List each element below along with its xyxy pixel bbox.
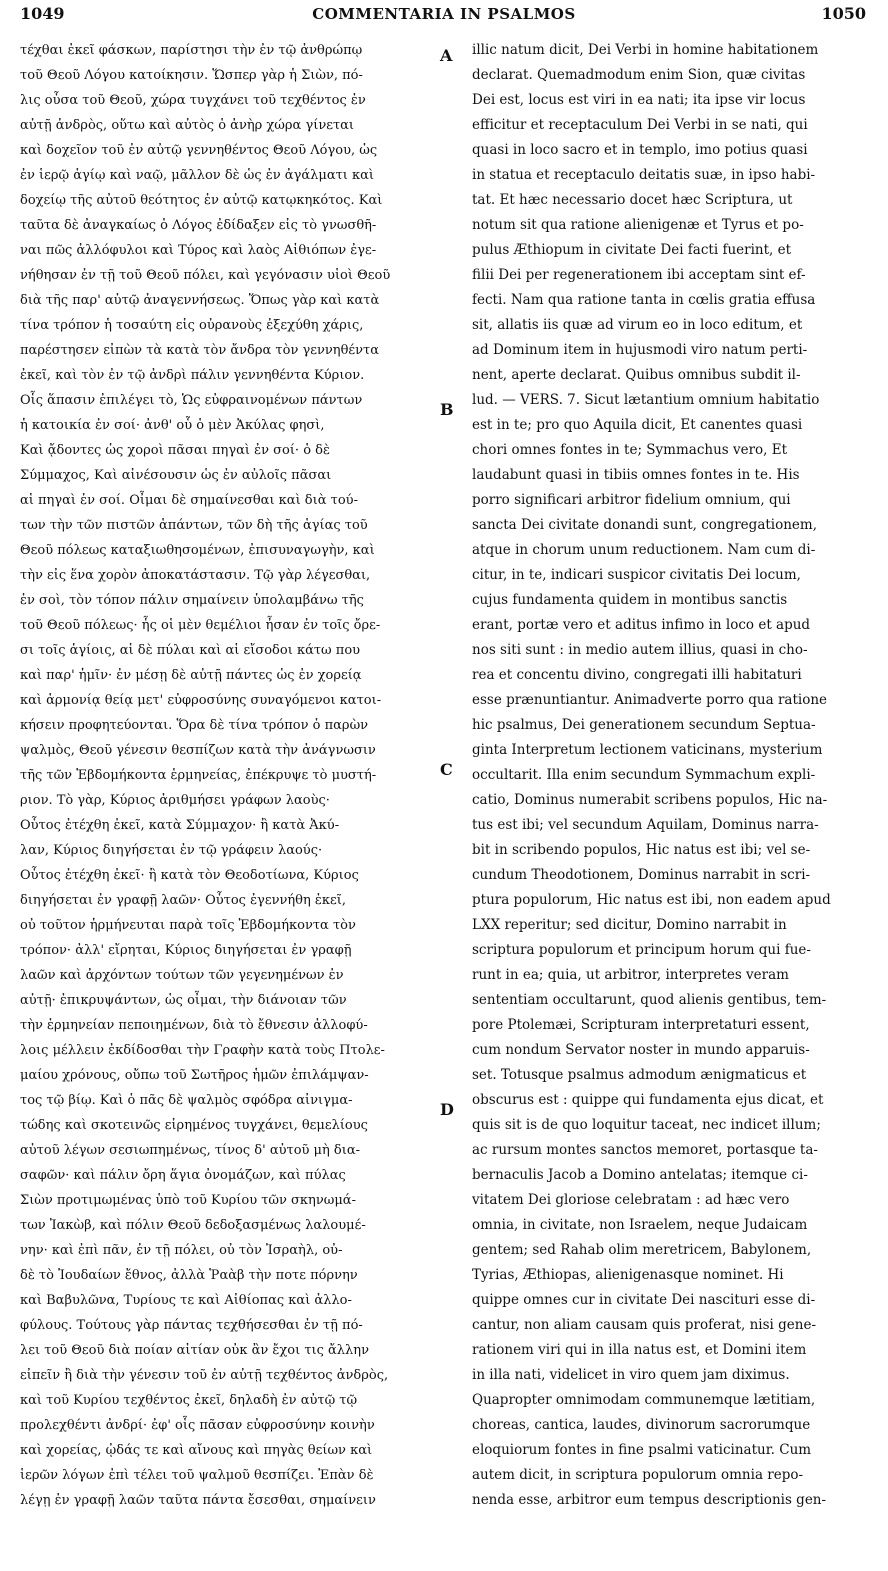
- latin-text-line: Dei est, locus est viri in ea nati; ita ipse vir locus: [472, 92, 806, 108]
- section-marker-d: D: [440, 1100, 454, 1119]
- latin-text-line: cundum Theodotionem, Dominus narrabit in scri-: [472, 867, 811, 883]
- latin-text-line: runt in ea; quia, ut arbitror, interpretes veram: [472, 967, 789, 983]
- latin-text-line: lud. — VERS. 7. Sicut lætantium omnium habitatio: [472, 392, 820, 408]
- greek-text-line: ψαλμὸς, Θεοῦ γένεσιν θεσπίζων κατὰ τὴν ἀνάγνωσιν: [20, 743, 376, 758]
- greek-text-line: Οὗτος ἐτέχθη ἐκεῖ, κατὰ Σύμμαχον· ἢ κατὰ Ἀκύ-: [20, 818, 340, 833]
- greek-text-line: διηγήσεται ἐν γραφῇ λαῶν· Οὗτος ἐγεννήθη ἐκεῖ,: [20, 893, 346, 908]
- greek-text-line: κήσειν προφητεύονται. Ὅρα δὲ τίνα τρόπον ὁ παρὼν: [20, 718, 369, 733]
- greek-text-line: αἱ πηγαὶ ἐν σοί. Οἶμαι δὲ σημαίνεσθαι καὶ διὰ τού-: [20, 493, 358, 508]
- latin-text-line: sit, allatis iis quæ ad virum eo in loco editum, et: [472, 317, 803, 333]
- latin-text-line: esse prænuntiantur. Animadverte porro qua ratione: [472, 692, 828, 708]
- left-page-number: 1049: [20, 4, 65, 23]
- greek-text-line: τῆς τῶν Ἑβδομήκοντα ἑρμηνείας, ἐπέκρυψε τὸ μυστή-: [20, 768, 377, 783]
- greek-text-line: λέγῃ ἐν γραφῇ λαῶν ταῦτα πάντα ἔσεσθαι, σημαίνειν: [20, 1493, 376, 1508]
- greek-text-line: καὶ παρ' ἡμῖν· ἐν μέσῃ δὲ αὐτῇ πάντες ὡς ἐν χορείᾳ: [20, 668, 362, 683]
- latin-text-line: cantur, non aliam causam quis proferat, nisi gene-: [472, 1317, 816, 1333]
- latin-text-line: rea et concentu divino, congregati illi habitaturi: [472, 667, 802, 683]
- latin-text-line: set. Totusque psalmus admodum ænigmaticus et: [472, 1067, 807, 1083]
- right-page-number: 1050: [821, 4, 866, 23]
- latin-text-line: ptura populorum, Hic natus est ibi, non eadem apud: [472, 892, 831, 908]
- latin-text-line: declarat. Quemadmodum enim Sion, quæ civitas: [472, 67, 806, 83]
- latin-text-line: bernaculis Jacob a Domino antelatas; itemque ci-: [472, 1167, 808, 1183]
- greek-text-line: δοχείῳ τῆς αὐτοῦ θεότητος ἐν αὐτῷ κατῳκηκότος. Καὶ: [20, 193, 383, 208]
- greek-text-line: ναι πῶς ἀλλόφυλοι καὶ Τύρος καὶ λαὸς Αἰθιόπων ἐγε-: [20, 243, 377, 258]
- latin-text-line: notum sit qua ratione alienigenæ et Tyrus et po-: [472, 217, 804, 233]
- latin-text-line: rationem viri qui in illa natus est, et Domini item: [472, 1342, 807, 1358]
- greek-text-line: οὐ τοῦτον ἡρμήνευται παρὰ τοῖς Ἑβδομήκοντα τὸν: [20, 918, 356, 933]
- latin-text-line: sancta Dei civitate donandi sunt, congregationem,: [472, 517, 818, 533]
- greek-text-line: καὶ χορείας, ᾠδάς τε καὶ αἴνους καὶ πηγὰς θείων καὶ: [20, 1443, 373, 1458]
- latin-text-line: autem dicit, in scriptura populorum omnia repo-: [472, 1467, 804, 1483]
- section-marker-b: B: [440, 400, 454, 419]
- running-title: COMMENTARIA IN PSALMOS: [312, 5, 576, 23]
- latin-text-line: cum nondum Servator noster in mundo apparuis-: [472, 1042, 810, 1058]
- latin-text-line: ac rursum montes sanctos memoret, portasque ta-: [472, 1142, 818, 1158]
- greek-text-line: τὴν εἰς ἕνα χορὸν ἀποκατάστασιν. Τῷ γὰρ λέγεσθαι,: [20, 568, 371, 583]
- latin-text-line: omnia, in civitate, non Israelem, neque Judaicam: [472, 1217, 808, 1233]
- latin-text-line: obscurus est : quippe qui fundamenta ejus dicat, et: [472, 1092, 824, 1108]
- latin-text-line: nent, aperte declarat. Quibus omnibus subdit il-: [472, 367, 801, 383]
- greek-text-line: τοῦ Θεοῦ Λόγου κατοίκησιν. Ὥσπερ γὰρ ἡ Σιὼν, πό-: [20, 68, 363, 83]
- latin-text-line: porro significari arbitror fidelium omnium, qui: [472, 492, 791, 508]
- latin-text-line: Tyrias, Æthiopas, alienigenasque nominet. Hi: [472, 1267, 784, 1283]
- greek-text-line: Σιὼν προτιμωμένας ὑπὸ τοῦ Κυρίου τῶν σκηνωμά-: [20, 1193, 356, 1208]
- greek-text-line: διὰ τῆς παρ' αὐτῷ ἀναγεννήσεως. Ὅπως γὰρ καὶ κατὰ: [20, 293, 380, 308]
- latin-text-line: efficitur et receptaculum Dei Verbi in se nati, qui: [472, 117, 808, 133]
- greek-text-line: Οἷς ἅπασιν ἐπιλέγει τὸ, Ὡς εὐφραινομένων πάντων: [20, 393, 363, 408]
- latin-text-line: fecti. Nam qua ratione tanta in cœlis gratia effusa: [472, 292, 816, 308]
- greek-text-line: ἐκεῖ, καὶ τὸν ἐν τῷ ἀνδρὶ πάλιν γεννηθέντα Κύριον.: [20, 368, 365, 383]
- greek-text-line: νήθησαν ἐν τῇ τοῦ Θεοῦ πόλει, καὶ γεγόνασιν υἱοὶ Θεοῦ: [20, 268, 391, 283]
- latin-text-line: quasi in loco sacro et in templo, imo potius quasi: [472, 142, 808, 158]
- greek-text-line: λοις μέλλειν ἐκδίδοσθαι τὴν Γραφὴν κατὰ τοὺς Πτολε-: [20, 1043, 385, 1058]
- greek-text-line: δὲ τὸ Ἰουδαίων ἔθνος, ἀλλὰ Ῥαὰβ τὴν ποτε πόρνην: [20, 1268, 358, 1283]
- greek-text-line: παρέστησεν εἰπὼν τὰ κατὰ τὸν ἄνδρα τὸν γεννηθέντα: [20, 343, 380, 358]
- greek-text-line: σαφῶν· καὶ πάλιν ὄρη ἅγια ὀνομάζων, καὶ πύλας: [20, 1168, 346, 1183]
- latin-text-line: pore Ptolemæi, Scripturam interpretaturi essent,: [472, 1017, 810, 1033]
- greek-text-line: τέχθαι ἐκεῖ φάσκων, παρίστησι τὴν ἐν τῷ ἀνθρώπῳ: [20, 43, 363, 58]
- latin-text-line: Quapropter omnimodam communemque lætitiam,: [472, 1392, 816, 1408]
- latin-text-line: quis sit is de quo loquitur taceat, nec indicet illum;: [472, 1117, 821, 1133]
- greek-text-line: μαίου χρόνους, οὔπω τοῦ Σωτῆρος ἡμῶν ἐπιλάμψαν-: [20, 1068, 369, 1083]
- latin-text-line: sententiam occultarunt, quod alienis gentibus, tem-: [472, 992, 827, 1008]
- latin-text-line: ginta Interpretum lectionem vaticinans, mysterium: [472, 742, 823, 758]
- latin-text-line: occultarit. Illa enim secundum Symmachum expli-: [472, 767, 816, 783]
- latin-text-line: ad Dominum item in hujusmodi viro natum perti-: [472, 342, 808, 358]
- latin-text-line: est in te; pro quo Aquila dicit, Et canentes quasi: [472, 417, 803, 433]
- latin-text-line: scriptura populorum et principum horum qui fue-: [472, 942, 811, 958]
- greek-text-line: Θεοῦ πόλεως καταξιωθησομένων, ἐπισυναγωγὴν, καὶ: [20, 543, 375, 558]
- greek-text-line: ἡ κατοικία ἐν σοί· ἀνθ' οὗ ὁ μὲν Ἀκύλας φησὶ,: [20, 418, 325, 433]
- greek-text-line: ταῦτα δὲ ἀναγκαίως ὁ Λόγος ἐδίδαξεν εἰς τὸ γνωσθῆ-: [20, 218, 377, 233]
- greek-text-line: τὴν ἑρμηνείαν πεποιημένων, διὰ τὸ ἔθνεσιν ἀλλοφύ-: [20, 1018, 368, 1033]
- latin-text-line: citur, in te, indicari suspicor civitatis Dei locum,: [472, 567, 801, 583]
- greek-text-line: Οὗτος ἐτέχθη ἐκεῖ· ἢ κατὰ τὸν Θεοδοτίωνα, Κύριος: [20, 868, 359, 883]
- latin-text-line: pulus Æthiopum in civitate Dei facti fuerint, et: [472, 242, 792, 258]
- greek-text-line: ἐν σοὶ, τὸν τόπον πάλιν σημαίνειν ὑπολαμβάνω τῆς: [20, 593, 364, 608]
- latin-text-line: laudabunt quasi in tibiis omnes fontes in te. His: [472, 467, 800, 483]
- greek-text-line: ριον. Τὸ γὰρ, Κύριος ἀριθμήσει γράφων λαοὺς·: [20, 793, 330, 808]
- section-marker-a: A: [440, 46, 453, 65]
- greek-text-line: των τὴν τῶν πιστῶν ἁπάντων, τῶν δὴ τῆς ἁγίας τοῦ: [20, 518, 368, 533]
- latin-text-line: atque in chorum unum reductionem. Nam cum di-: [472, 542, 816, 558]
- latin-text-line: cujus fundamenta quidem in montibus sanctis: [472, 592, 788, 608]
- latin-text-line: gentem; sed Rahab olim meretricem, Babylonem,: [472, 1242, 812, 1258]
- latin-text-line: vitatem Dei gloriose celebratam : ad hæc vero: [472, 1192, 790, 1208]
- latin-text-line: nenda esse, arbitror eum tempus descriptionis gen-: [472, 1492, 827, 1508]
- greek-text-line: τίνα τρόπον ἡ τοσαύτη εἰς οὐρανοὺς ἐξεχύθη χάρις,: [20, 318, 364, 333]
- greek-text-line: καὶ Βαβυλῶνα, Τυρίους τε καὶ Αἰθίοπας καὶ ἀλλο-: [20, 1293, 352, 1308]
- greek-text-line: αὐτοῦ λέγων σεσιωπημένως, τίνος δ' αὐτοῦ μὴ δια-: [20, 1143, 361, 1158]
- latin-text-line: illic natum dicit, Dei Verbi in homine habitationem: [472, 42, 819, 58]
- latin-text-line: tus est ibi; vel secundum Aquilam, Dominus narra-: [472, 817, 819, 833]
- greek-text-line: αὐτῇ ἀνδρὸς, οὕτω καὶ αὐτὸς ὁ ἀνὴρ χώρα γίνεται: [20, 118, 355, 133]
- greek-text-line: καὶ δοχεῖον τοῦ ἐν αὐτῷ γεννηθέντος Θεοῦ Λόγου, ὡς: [20, 143, 378, 158]
- greek-text-line: καὶ τοῦ Κυρίου τεχθέντος ἐκεῖ, δηλαδὴ ἐν αὐτῷ τῷ: [20, 1393, 358, 1408]
- latin-text-line: erant, portæ vero et aditus infimo in loco et apud: [472, 617, 811, 633]
- latin-text-line: catio, Dominus numerabit scribens populos, Hic na-: [472, 792, 828, 808]
- latin-text-line: quippe omnes cur in civitate Dei nasciturі esse di-: [472, 1292, 816, 1308]
- greek-text-line: λις οὖσα τοῦ Θεοῦ, χώρα τυγχάνει τοῦ τεχθέντος ἐν: [20, 93, 366, 108]
- greek-text-line: καὶ ἁρμονίᾳ θείᾳ μετ' εὐφροσύνης συναγόμενοι κατοι-: [20, 693, 382, 708]
- greek-text-line: σι τοῖς ἁγίοις, αἱ δὲ πύλαι καὶ αἱ εἴσοδοι κάτω που: [20, 643, 361, 658]
- latin-text-line: eloquiorum fontes in fine psalmi vaticinatur. Cum: [472, 1442, 812, 1458]
- greek-text-line: λαν, Κύριος διηγήσεται ἐν τῷ γράφειν λαούς·: [20, 843, 323, 858]
- greek-text-line: ἐν ἱερῷ ἁγίῳ καὶ ναῷ, μᾶλλον δὲ ὡς ἐν ἀγάλματι καὶ: [20, 168, 375, 183]
- section-marker-c: C: [440, 760, 453, 779]
- greek-text-line: φύλους. Τούτους γὰρ πάντας τεχθήσεσθαι ἐν τῇ πό-: [20, 1318, 363, 1333]
- latin-text-line: LXX reperitur; sed dicitur, Domino narrabit in: [472, 917, 787, 933]
- latin-text-line: in illa nati, videlicet in viro quem jam diximus.: [472, 1367, 790, 1383]
- latin-text-line: nos siti sunt : in medio autem illius, quasi in cho-: [472, 642, 808, 658]
- greek-text-line: λαῶν καὶ ἀρχόντων τούτων τῶν γεγενημένων ἐν: [20, 968, 344, 983]
- latin-text-line: in statua et receptaculo deitatis suæ, in ipso habi-: [472, 167, 816, 183]
- latin-text-line: bit in scribendo populos, Hic natus est ibi; vel se-: [472, 842, 811, 858]
- latin-text-line: choreas, cantica, laudes, divinorum sacrorumque: [472, 1417, 811, 1433]
- latin-text-line: hic psalmus, Dei generationem secundum Septua-: [472, 717, 816, 733]
- greek-text-line: Καὶ ᾄδοντες ὡς χοροὶ πᾶσαι πηγαὶ ἐν σοί· ὁ δὲ: [20, 443, 330, 458]
- greek-text-line: τος τῷ βίῳ. Καὶ ὁ πᾶς δὲ ψαλμὸς σφόδρα αἰνιγμα-: [20, 1093, 353, 1108]
- greek-text-line: εἰπεῖν ἢ διὰ τὴν γένεσιν τοῦ ἐν αὐτῇ τεχθέντος ἀνδρὸς,: [20, 1368, 389, 1383]
- latin-text-line: filii Dei per regenerationem ibi acceptam sint ef-: [472, 267, 806, 283]
- greek-text-line: τώδης καὶ σκοτεινῶς εἰρημένος τυγχάνει, θεμελίους: [20, 1118, 368, 1133]
- greek-text-line: τρόπον· ἀλλ' εἴρηται, Κύριος διηγήσεται ἐν γραφῇ: [20, 943, 352, 958]
- latin-text-line: tat. Et hæc necessario docet hæc Scriptura, ut: [472, 192, 793, 208]
- greek-text-line: αὐτῇ· ἐπικρυψάντων, ὡς οἶμαι, τὴν διάνοιαν τῶν: [20, 993, 347, 1008]
- greek-text-line: Σύμμαχος, Καὶ αἰνέσουσιν ὡς ἐν αὐλοῖς πᾶσαι: [20, 468, 332, 483]
- page-header: [0, 0, 888, 24]
- greek-text-line: των Ἰακὼβ, καὶ πόλιν Θεοῦ δεδοξασμένως λαλουμέ-: [20, 1218, 366, 1233]
- greek-text-line: προλεχθέντι ἀνδρί· ἐφ' οἷς πᾶσαν εὐφροσύνην κοινὴν: [20, 1418, 375, 1433]
- greek-text-line: λει τοῦ Θεοῦ διὰ ποίαν αἰτίαν οὐκ ἂν ἔχοι τις ἄλλην: [20, 1343, 369, 1358]
- greek-text-line: ἱερῶν λόγων ἐπὶ τέλει τοῦ ψαλμοῦ θεσπίζει. Ἐπὰν δὲ: [20, 1468, 374, 1483]
- greek-text-line: νην· καὶ ἐπὶ πᾶν, ἐν τῇ πόλει, οὐ τὸν Ἰσραὴλ, οὐ-: [20, 1243, 343, 1258]
- latin-text-line: chori omnes fontes in te; Symmachus vero, Et: [472, 442, 788, 458]
- greek-text-line: τοῦ Θεοῦ πόλεως· ἧς οἱ μὲν θεμέλιοι ἦσαν ἐν τοῖς ὄρε-: [20, 618, 381, 633]
